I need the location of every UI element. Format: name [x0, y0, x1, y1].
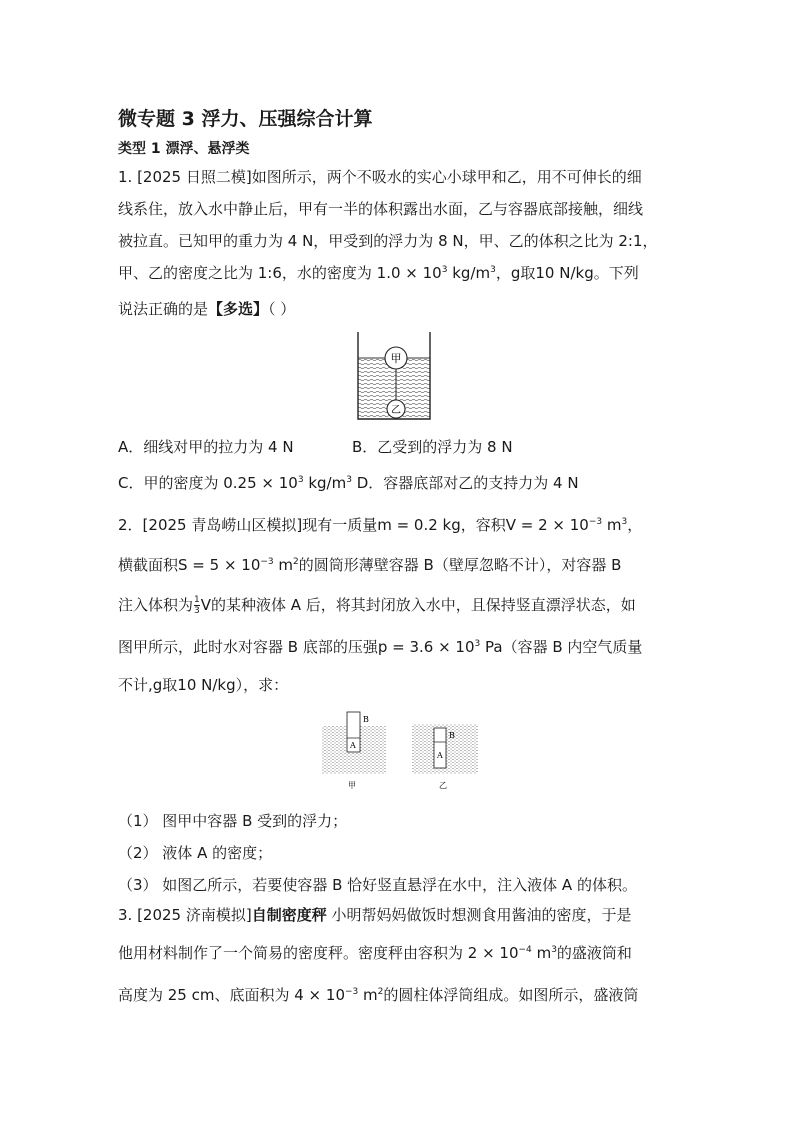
- q1-line-2: 线系住，放入水中静止后，甲有一半的体积露出水面，乙与容器底部接触，细线: [118, 200, 644, 218]
- fig1-label-bottom: 乙: [391, 405, 401, 416]
- q2-sub-3: （3） 如图乙所示，若要使容器 B 恰好竖直悬浮在水中，注入液体 A 的体积。: [118, 876, 637, 894]
- q3-line-1: 3. [2025 济南模拟]自制密度秤 小明帮妈妈做饭时想测食用酱油的密度，于是: [118, 906, 632, 924]
- q2-line-3: 注入体积为 $\frac{1}{3}$ V的某种液体 A 后，将其封闭放入水中，且保持竖直漂浮状态，如: [118, 595, 636, 616]
- q3-line-3: 高度为 25 cm、底面积为 $4 \times 10^{-3}$ $m^2$的圆柱体浮筒组成。如图所示，盛液筒: [118, 986, 639, 1004]
- fraction-one-third: $\frac{1}{3}$: [194, 595, 200, 616]
- q1-line-3: 被拉直。已知甲的重力为 4 N，甲受到的浮力为 8 N，甲、乙的体积之比为 2:1，: [118, 232, 658, 250]
- fig2-caption-1: 甲: [348, 781, 356, 790]
- q1-line-1: 1. [2025 日照二模]如图所示，两个不吸水的实心小球甲和乙，用不可伸长的细: [118, 168, 642, 186]
- page-title: 微专题 3 浮力、压强综合计算: [118, 108, 373, 130]
- q2-figure: [318, 706, 488, 794]
- q1-figure: [352, 330, 436, 424]
- fig2-label-a2: A: [437, 751, 443, 760]
- fig2-caption-2: 乙: [439, 781, 447, 790]
- q1-line-4: 甲、乙的密度之比为 1:6，水的密度为 $1.0 \times 10^3$ $kg/m^3$，g取10 N/kg。下列: [118, 264, 639, 282]
- fig2-label-b: B: [363, 715, 369, 724]
- fig2-label-a: A: [350, 741, 356, 750]
- q2-sub-1: （1） 图甲中容器 B 受到的浮力；: [118, 812, 348, 830]
- q2-line-1: 2．[2025 青岛崂山区模拟]现有一质量m = 0.2 kg，容积$V = 2 \times 10^{-3}$ $m^3$，: [118, 516, 643, 534]
- fig1-label-top: 甲: [390, 352, 402, 365]
- q2-sub-2: （2） 液体 A 的密度；: [118, 844, 273, 862]
- q1-option-a: A．细线对甲的拉力为 4 N: [118, 438, 294, 456]
- q1-line-5: 说法正确的是【多选】（ ）: [118, 300, 296, 318]
- q1-option-b: B．乙受到的浮力为 8 N: [352, 438, 513, 456]
- q2-line-4: 图甲所示，此时水对容器 B 底部的压强$p = 3.6 \times 10^3$ Pa（容器 B 内空气质量: [118, 638, 643, 656]
- section-heading: 类型 1 漂浮、悬浮类: [118, 141, 250, 157]
- q2-line-2: 横截面积$S = 5 \times 10^{-3}$ $m^2$的圆筒形薄壁容器 B（壁厚忽略不计），对容器 B: [118, 556, 622, 574]
- q3-line-2: 他用材料制作了一个简易的密度秤。密度秤由容积为 $2 \times 10^{-4}$ $m^3$的盛液筒和: [118, 944, 632, 962]
- fig2-label-b2: B: [449, 731, 455, 740]
- q2-line-5: 不计,g取10 N/kg），求：: [118, 676, 289, 694]
- q1-option-cd: C．甲的密度为 $0.25 \times 10^3$ $kg/m^3$ D．容器底部对乙的支持力为 4 N: [118, 474, 579, 492]
